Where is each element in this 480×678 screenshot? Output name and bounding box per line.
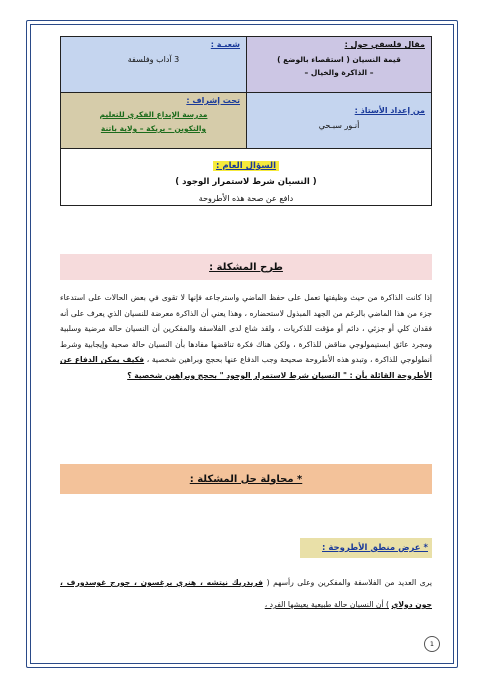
supervision-line1: مدرسة الإبداع الفكري للتعليم: [99, 110, 208, 119]
header-row-topic: [61, 37, 431, 93]
section-problem-banner: [60, 254, 432, 280]
question-cell: [61, 149, 431, 207]
question-main: ( النسيان شرط لاستمرار الوجود ): [175, 177, 317, 187]
prepared-label: من إعداد الأستاذ :: [354, 106, 425, 115]
supervision-label: تحت إشراف :: [186, 96, 240, 105]
page-number: 1: [424, 636, 440, 652]
topic-label: مقال فلسفي حول :: [344, 40, 425, 49]
question-sub: دافع عن صحة هذه الأطروحة: [198, 194, 294, 203]
supervision-cell: [61, 93, 246, 148]
topic-title: قيمة النسيان ( استقصاء بالوضع ): [277, 55, 401, 64]
section-solution-banner: [60, 464, 432, 494]
thesis-text-start: يرى العديد من الفلاسفة والمفكرين وعلى رأسهم (: [266, 578, 432, 587]
thesis-text-end: ) أن النسيان حالة طبيعية يعيشها الفرد ،: [264, 600, 389, 609]
thesis-paragraph: [60, 572, 432, 616]
thesis-subheading-text: * عرض منطق الأطروحة :: [322, 543, 428, 553]
branch-label: شعبـة :: [210, 40, 240, 49]
thesis-subheading: [300, 538, 432, 558]
header-row-question: [61, 149, 431, 207]
topic-cell: [246, 37, 431, 92]
section-problem-title: طرح المشكلة :: [209, 261, 283, 273]
section-solution-title: * محاولة حل المشكلة :: [189, 473, 303, 485]
header-table: [60, 36, 432, 206]
thesis-names: فريدريك نيتشه ، هنري برغسون ، جورج غوسدورف ، جون دولاي: [60, 578, 432, 609]
branch-value: 3 آداب وفلسفة: [127, 55, 180, 64]
prepared-value: أنـور سبـحي: [318, 121, 360, 130]
problem-paragraph: [60, 290, 432, 384]
question-label: السؤال العام :: [213, 161, 279, 171]
problem-text: إذا كانت الذاكرة من حيث وظيفتها تعمل على حفظ الماضي واسترجاعه فإنها لا تقوى في بعض الحالات على استدعاء جزء من هذا الماضي بالرغم من الجهد المبذول لاستحضاره ، وهذا يعني أن الذاكرة معرضة للنسيان الذي يعرف على أنه فقدان كلي أو جزئي ، دائم أو مؤقت للذكريات ، ولقد شاع لدى الفلاسفة والمفكرين أن النسيان حالة مرضية وسلبية ومجرد عائق ابستيمولوجي مناقض للذاكرة ، ولكن هناك فكرة تناقضها مفادها بأن النسيان حالة صحية وإيجابية وشرط أنطولوجي للذاكرة ، وتبدو هذه الأطروحة صحيحة وجب الدفاع عنها بحجج وبراهين شخصية ،: [60, 293, 432, 365]
prepared-cell: [246, 93, 431, 148]
branch-cell: [61, 37, 246, 92]
problem-question: فكيف يمكن الدفاع عن الأطروحة القائلة بأن : " النسيان شرط لاستمرار الوجود " بحجج وبراهين شخصية ؟: [60, 355, 432, 380]
topic-unit: – الذاكرة والخيال –: [304, 68, 374, 77]
header-row-author: [61, 93, 431, 149]
supervision-line2: والتكوين – بريكة – ولاية باتنة: [100, 124, 207, 133]
